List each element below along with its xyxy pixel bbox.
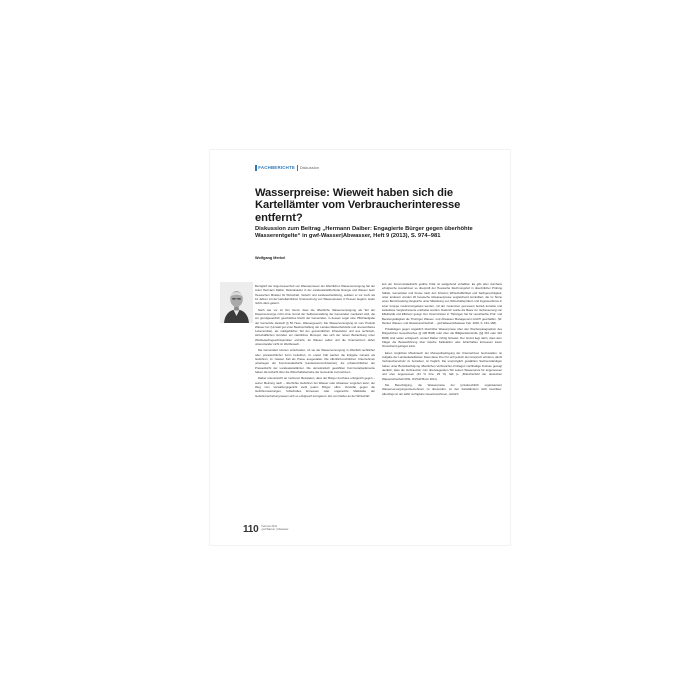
paragraph: Die Gemeinden können entscheiden, ob sie die Wasserversorgung in öffentlich-rechtlicher oder privatrechtlicher Form betreiben; im ersten Fall werden die Entgelte zumeist als Gebühren, im zweiten Fall als Preise ausgestaltet. Die öffentlich-rechtlichen Unternehmen unterliegen der Kommunalaufsicht (Landesinnenministerien), die privatrechtlichen der Preisaufsicht der Landeskartellämter. Die demokratisch gewählten Kommunalparlamente haben die Aufsicht über die Wirtschaftsbetriebe der Gemeinde zuzunehmen. [255, 348, 375, 374]
article-title: Wasserpreise: Wieweit haben sich die Kartellämter vom Verbraucherinteresse entfernt? [255, 187, 461, 224]
article-author: Wolfgang Merkel [255, 256, 286, 260]
page-number: 110 [243, 524, 259, 535]
section-divider [297, 165, 299, 171]
portrait-image [220, 282, 253, 323]
subsection-label: Diskussion [299, 165, 320, 170]
footer-issue: Februar 2014 [261, 525, 278, 528]
paragraph: Die Berechtigung, die Wasserpreise der (privatrechtlich organisierten) Wasserversorgungsunternehmen zu überprüfen, ist den Kartellämtern nicht bestritten. Allerdings ist der dafür verfügbare Gesetzesrahmen, nämlich [382, 382, 502, 396]
section-marker [255, 165, 257, 171]
text-column-left [255, 284, 375, 400]
paragraph: Einen möglichen Missbrauch der Monopolbedingung der Unternehmen festzustellen, ist Aufgabe der Landeskartellämter. Dass diese ihrer für sich jedoch den Anspruch erhoben, damit Verbraucherschutz zu betreiben, ist fraglich. Die ursprünglich gewählten Sachverständigen haben unter Berücksichtigung öffentlichen Verbraucher-Umfragen nachhaltige Institute gezeigt deutlich, dass die Verbraucher zum überwiegenden Teil seinen Wasserpreis für angemessen und eher angemessen (43 % bzw. 29 %) hält (s. „Branchenbild der deutschen Wasserwirtschaft 2011, WVGW Bonn 2011). [382, 350, 502, 381]
document-page [210, 150, 510, 545]
paragraph: Privatklagen gegen angeblich überhöhte Wasserpreise über den Wucherparagraphen des Bürgerlichen Gesetzbuches (§ 138 BGB) oder über die Billigkeitskontrolle (§§ 315 oder 316 BGB) sind selten erfolgreich, worauf Daiber richtig hinweist. Der Grund liegt darin, dass dem Kläger die Beweisführung über falsche Kalkulation oder fehlerhaftes Ermessen kaum hinreichend gelingen kann. [382, 327, 502, 349]
footer-meta [262, 525, 289, 531]
text-column-right [382, 282, 502, 398]
page-footer [243, 525, 289, 534]
article-subtitle: Diskussion zum Beitrag „Hermann Daiber: Engagierte Bürger gegen überhöhte Wasserentgelte“ in gwf-Wasser|Abwasser, Heft 9 (2013), S. 974–981 [255, 226, 473, 240]
section-header [255, 165, 319, 171]
section-label: FACHBERICHTE [258, 164, 295, 170]
footer-journal: gwf-Wasser | Abwasser [261, 528, 289, 532]
paragraph: Daiber unterstreicht an mehreren Beispielen, dass der Bürger durchaus erfolgreich gegen – seiner Meinung nach – überhöhte Gebühren bei Wasser oder Abwasser vorgehen kann; der Weg zum Verwaltungsgericht steht jedem Bürger offen. Verstöße gegen die Gebührensatzungen, fehlerhaftes Ermessen oder ungerechte Maßstäbe der Gebührenerhebung lassen sich so erfolgreich korrigieren. Ein von Daiber an der Wirtschaft- [255, 376, 375, 398]
author-portrait-icon [220, 282, 253, 323]
paragraph: keit der Kommunalaufsicht geübte Kritik ist weitgehend unhaltbar. Es gibt aber durchaus erfolgreiche Ausnahmen so überprüft der Hessische Rechnungshof in überörtlicher Prüfung Städte, Gemeinden und Kreise nach den Kriterien Wirtschaftlichkeit und Sachgerechtigkeit, unter anderem wurden 20 hessische Abwasserpreise vergleichend kontrolliert, die im Sinne eines Benchmarking-Vergleichs unter Mitwirkung von Wirtschaftsprüfern und Ingenieurbüros in einer Gruppe zusammengefasst wurden, mit der zusammen gemessen betrieb korrekte und belastbare Vergleichswerte erarbeitet wurden. Dadurch wurde die Basis zur Verbesserung von Effektivität und Effizienz gelegt. Der Innenminister in Thüringen hat für vereinfachte Prüf- und Beratungstätigkeit die Thüringer Wasser- und Abwasser Management GmbH geschaffen. (W. Merkel: Wasser- und Abwasserwirtschaft ... gwf-Wasser|Abwasser Feb. 2006, S. 164–168). [382, 282, 502, 325]
paragraph: Bezüglich der Angemessenheit von Wasserpreisen der öffentlichen Wasserversorgung hat der Autor Hermann Daiber, Referatsleiter in der Landeskartellbehörde Energie und Wasser beim Hessischen Minister für Wirtschaft, Verkehr und Landesentwicklung, seitdem er vor mehr als 10 Jahren mit der kartellamtlichen Untersuchung von Wasserpreisen in Hessen begann, leider nichts dazu gelernt. [255, 284, 375, 306]
paragraph: Nach wie vor ist ihm fremd, dass die öffentliche Wasserversorgung als Teil der Daseinsvorsorge nicht ohne Grund der Selbstverwaltung der Gemeinden zuerkannt wird, die ein grundgesetzlich geschütztes Recht der Gemeinden, in dessen sogar eine Pflichtaufgabe der Gemeinde darstellt (§ 50 Hess. Wassergesetz). Die Wasserversorgung ist vom Produkt Wasser her (Umwelt gut unter Bewirtschaftung der Landes-Wasserbehörde und unersetzbares Lebensmittel), als maßgeblicher Teil der gemeindlichen Infrastruktur und aus technisch-wirtschaftlichen Gründen ein natürliches Monopol, das sich der reinen Betrachtung unter Wettbewerbsgesichtspunkten entzieht, da Wasser selbst und die Unternehmen daher untereinander nicht im Wettbewerb. [255, 307, 375, 347]
